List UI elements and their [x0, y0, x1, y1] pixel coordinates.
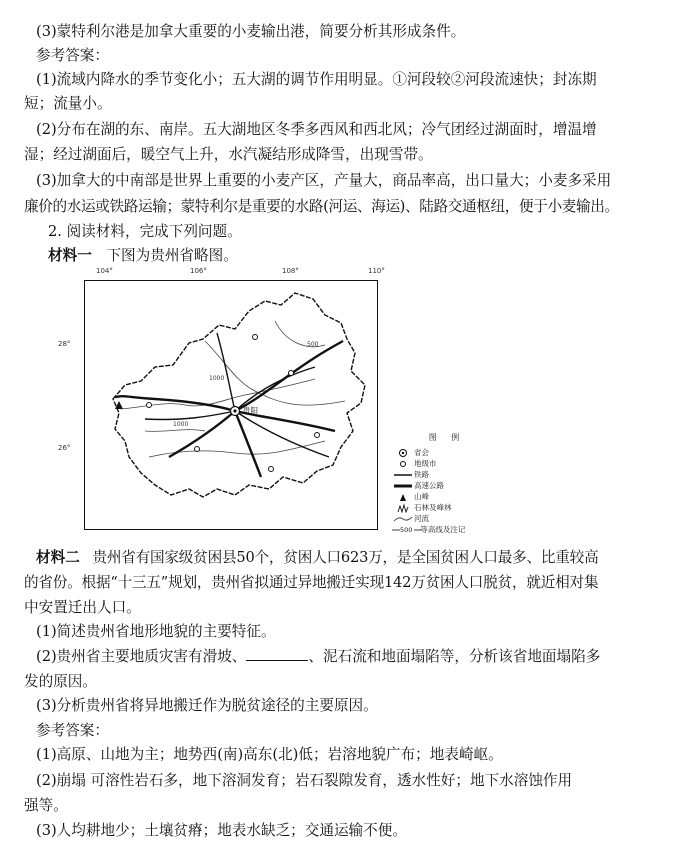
material-2-line-2: 的省份。根据“十三五”规划，贵州省拟通过异地搬迁实现142万贫困人口脱贫，就近相对集	[24, 574, 599, 591]
legend-item	[392, 491, 502, 502]
contour-label: 1000	[209, 375, 225, 382]
answer-3-line-2: 廉价的水运或铁路运输；蒙特利尔是重要的水路(河运、海运)、陆路交通枢纽，便于小麦输出。	[24, 198, 619, 215]
material-1-text: 下图为贵州省略图。	[106, 247, 238, 264]
fill-blank[interactable]	[246, 648, 308, 661]
capital-label: 贵阳	[243, 406, 258, 415]
contour-sample: 500	[400, 525, 413, 534]
answer-2-line-1: (2)分布在湖的东、南岸。五大湖地区冬季多西风和西北风；冷气团经过湖面时，增温增	[36, 121, 597, 138]
legend-label: 等高线及注记	[420, 525, 466, 534]
capital-icon	[392, 448, 414, 458]
legend-title: 图 例	[428, 433, 466, 442]
question-1: (1)简述贵州省地形地貌的主要特征。	[36, 623, 276, 640]
answer-1-line-2: 短；流量小。	[24, 95, 112, 112]
question-2-part-b: 、泥石流和地面塌陷等，分析该省地面塌陷多	[308, 648, 601, 665]
contour-label: 500	[307, 341, 319, 348]
legend-label: 省会	[414, 448, 429, 457]
legend-label: 石林及峰林	[414, 503, 452, 512]
karst-forest-icon	[392, 503, 414, 513]
lat-tick: 28°	[58, 340, 71, 348]
map-drawing	[85, 281, 377, 529]
answer-2-line-1: (2)崩塌 可溶性岩石多，地下溶洞发育；岩石裂隙发育，透水性好；地下水溶蚀作用	[36, 772, 573, 789]
answers-heading: 参考答案：	[36, 722, 109, 739]
lon-tick: 110°	[368, 267, 385, 275]
guizhou-map	[58, 267, 388, 540]
legend-item	[392, 480, 502, 491]
material-2-label: 材料二	[36, 549, 80, 566]
map-legend	[392, 432, 502, 535]
answer-2-line-2: 湿；经过湖面后，暖空气上升，水汽凝结形成降雪，出现雪带。	[24, 146, 433, 163]
map-frame	[84, 280, 378, 530]
question-3-text: (3)蒙特利尔港是加拿大重要的小麦输出港，简要分析其形成条件。	[36, 23, 466, 40]
highway-icon	[392, 483, 414, 489]
railway-icon	[392, 472, 414, 478]
material-1-caption	[48, 246, 678, 266]
answer-1-line-1: (1)流域内降水的季节变化小；五大湖的调节作用明显。①河段较②河段流速快；封冻期	[36, 71, 597, 88]
question-2-line-2: 发的原因。	[24, 673, 97, 690]
question-3: (3)分析贵州省将异地搬迁作为脱贫途径的主要原因。	[36, 697, 378, 714]
lon-tick: 106°	[190, 267, 207, 275]
material-2-text: 贵州省有国家级贫困县50个，贫困人口623万，是全国贫困人口最多、比重较高	[92, 549, 599, 566]
legend-label: 高速公路	[414, 481, 444, 490]
legend-label: 铁路	[414, 470, 429, 479]
legend-item	[392, 469, 502, 480]
question-2-intro: 2. 阅读材料，完成下列问题。	[48, 223, 242, 240]
peak-icon	[392, 492, 414, 502]
answer-3-line-1: (3)加拿大的中南部是世界上重要的小麦产区，产量大，商品率高，出口量大；小麦多采用	[36, 172, 612, 189]
province-boundary	[113, 293, 365, 497]
question-2-line-1	[36, 647, 678, 667]
material-2-line-1	[36, 548, 678, 568]
lon-tick: 108°	[282, 267, 299, 275]
legend-label: 河流	[414, 514, 429, 523]
legend-item	[392, 524, 502, 535]
material-1-label: 材料一	[48, 247, 92, 264]
question-2-part-a: (2)贵州省主要地质灾害有滑坡、	[36, 648, 247, 665]
legend-label: 地级市	[414, 459, 437, 468]
answer-heading: 参考答案：	[36, 47, 109, 64]
lon-tick: 104°	[96, 267, 113, 275]
legend-item	[392, 502, 502, 513]
material-2-line-3: 中安置迁出人口。	[24, 599, 141, 616]
legend-item	[392, 513, 502, 524]
answer-1: (1)高原、山地为主；地势西(南)高东(北)低；岩溶地貌广布；地表崎岖。	[36, 746, 503, 763]
legend-item	[392, 458, 502, 469]
railways	[145, 333, 329, 457]
answer-2-line-2: 强等。	[24, 797, 68, 814]
lat-tick: 26°	[58, 444, 71, 452]
city-icon	[392, 459, 414, 469]
legend-item	[392, 447, 502, 458]
contour-label: 1000	[173, 421, 189, 428]
legend-label: 山峰	[414, 492, 429, 501]
answer-3: (3)人均耕地少；土壤贫瘠；地表水缺乏；交通运输不便。	[36, 822, 407, 839]
river-icon	[392, 515, 414, 523]
